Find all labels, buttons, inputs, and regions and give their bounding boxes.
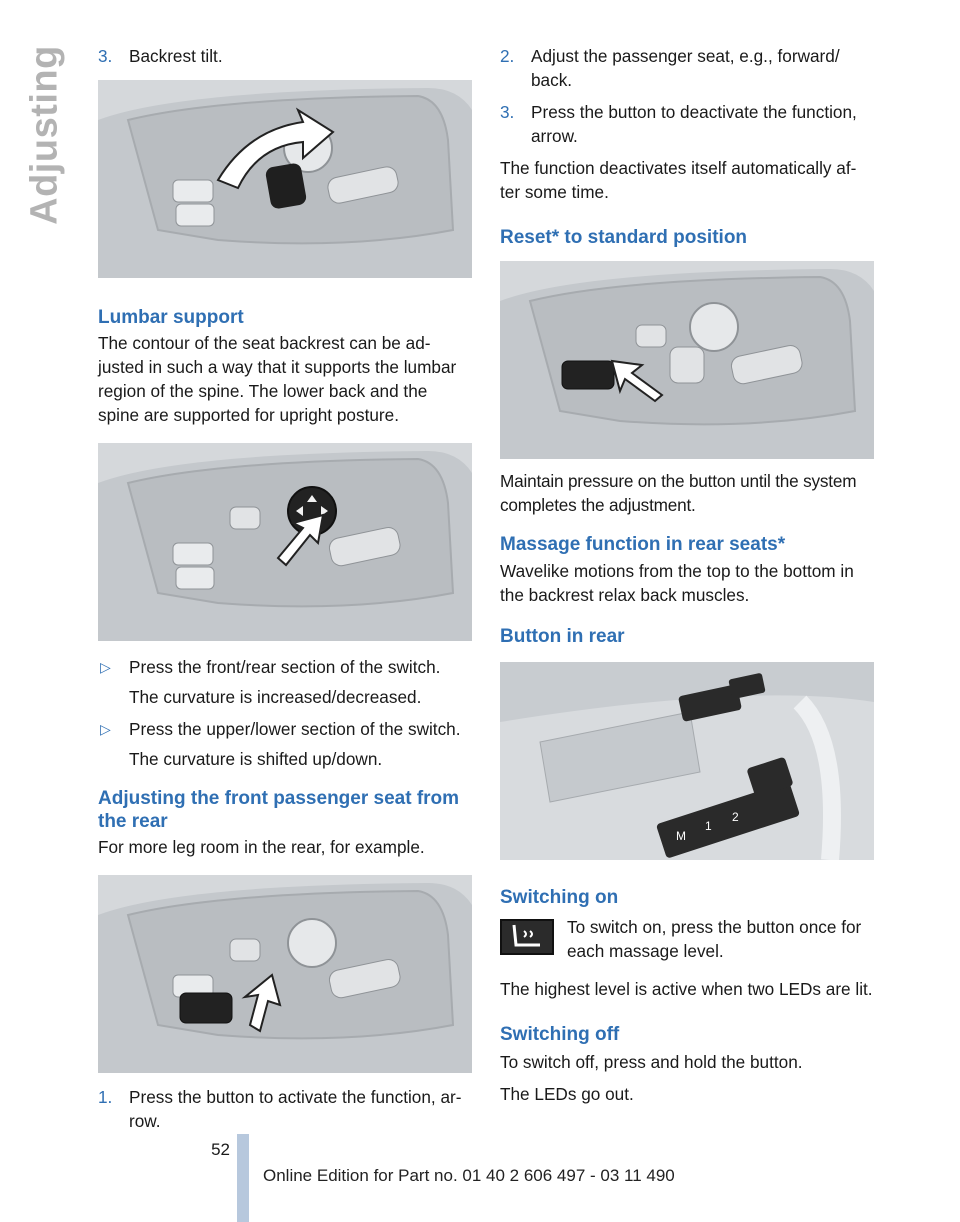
reset-description: Maintain pressure on the button until the system completes the adjustment. <box>500 471 857 515</box>
right-column <box>500 44 874 1114</box>
step-text: Press the button to activate the function, ar‐ row. <box>129 1087 462 1131</box>
reset-illustration <box>500 261 874 459</box>
reset-heading: Reset* to standard position <box>500 227 748 248</box>
step-number: 1. <box>98 1087 113 1107</box>
lumbar-description: The contour of the seat backrest can be ad‐ justed in such a way that it supports the lumbar region of the spine. The lower back and the spine are supported for upright posture. <box>98 333 457 425</box>
switching-off-description: To switch off, press and hold the button. <box>500 1052 803 1072</box>
massage-description: Wavelike motions from the top to the bottom in the backrest relax back muscles. <box>500 561 854 605</box>
step-number: 3. <box>98 46 113 66</box>
section-title: Adjusting <box>23 45 66 225</box>
bullet-subtext: The curvature is increased/decreased. <box>129 687 422 707</box>
switching-off-heading: Switching off <box>500 1024 620 1045</box>
passenger-seat-description: For more leg room in the rear, for example. <box>98 837 425 857</box>
step-adjust-seat <box>500 44 874 92</box>
passenger-seat-illustration <box>98 875 472 1073</box>
leds-note: The LEDs go out. <box>500 1084 634 1104</box>
switching-on-heading: Switching on <box>500 887 619 908</box>
button-rear-heading: Button in rear <box>500 626 625 647</box>
panel-label-m: M <box>676 829 686 843</box>
bullet-text: Press the front/rear section of the switch. <box>129 657 441 677</box>
step-backrest-tilt <box>98 44 472 68</box>
switching-on-row <box>500 915 874 977</box>
bullet-text: Press the upper/lower section of the switch. <box>129 719 461 739</box>
passenger-seat-heading: Adjusting the front passenger seat from the rear <box>98 788 460 832</box>
step-text: Press the button to deactivate the function, arrow. <box>531 102 857 146</box>
bullet-subtext: The curvature is shifted up/down. <box>129 749 383 769</box>
step-number: 2. <box>500 46 515 66</box>
rear-button-illustration <box>500 662 874 860</box>
step-number: 3. <box>500 102 515 122</box>
massage-heading: Massage function in rear seats* <box>500 534 786 555</box>
step-deactivate <box>500 100 874 148</box>
backrest-tilt-illustration <box>98 80 472 278</box>
deactivate-note: The function deactivates itself automatically af‐ ter some time. <box>500 158 857 202</box>
bullet-icon: ▷ <box>100 721 111 737</box>
step-activate <box>98 1085 472 1133</box>
list-item <box>98 717 472 741</box>
lumbar-heading: Lumbar support <box>98 307 244 328</box>
panel-label-1: 1 <box>705 819 712 833</box>
footer-edition: Online Edition for Part no. 01 40 2 606 497 - 03 11 490 <box>263 1166 675 1185</box>
bullet-icon: ▷ <box>100 659 111 675</box>
switching-on-description: To switch on, press the button once for each massage level. <box>567 917 862 961</box>
massage-seat-icon <box>500 919 554 955</box>
section-side-label <box>22 40 68 230</box>
lumbar-instructions <box>98 655 472 771</box>
highest-level-note: The highest level is active when two LEDs are lit. <box>500 979 873 999</box>
left-column <box>98 44 472 1141</box>
footer-accent-bar <box>237 1134 249 1222</box>
step-text: Adjust the passenger seat, e.g., forward/ back. <box>531 46 840 90</box>
page-number: 52 <box>211 1140 230 1159</box>
lumbar-illustration <box>98 443 472 641</box>
step-text: Backrest tilt. <box>129 46 223 66</box>
list-item <box>98 655 472 679</box>
panel-label-2: 2 <box>732 810 739 824</box>
